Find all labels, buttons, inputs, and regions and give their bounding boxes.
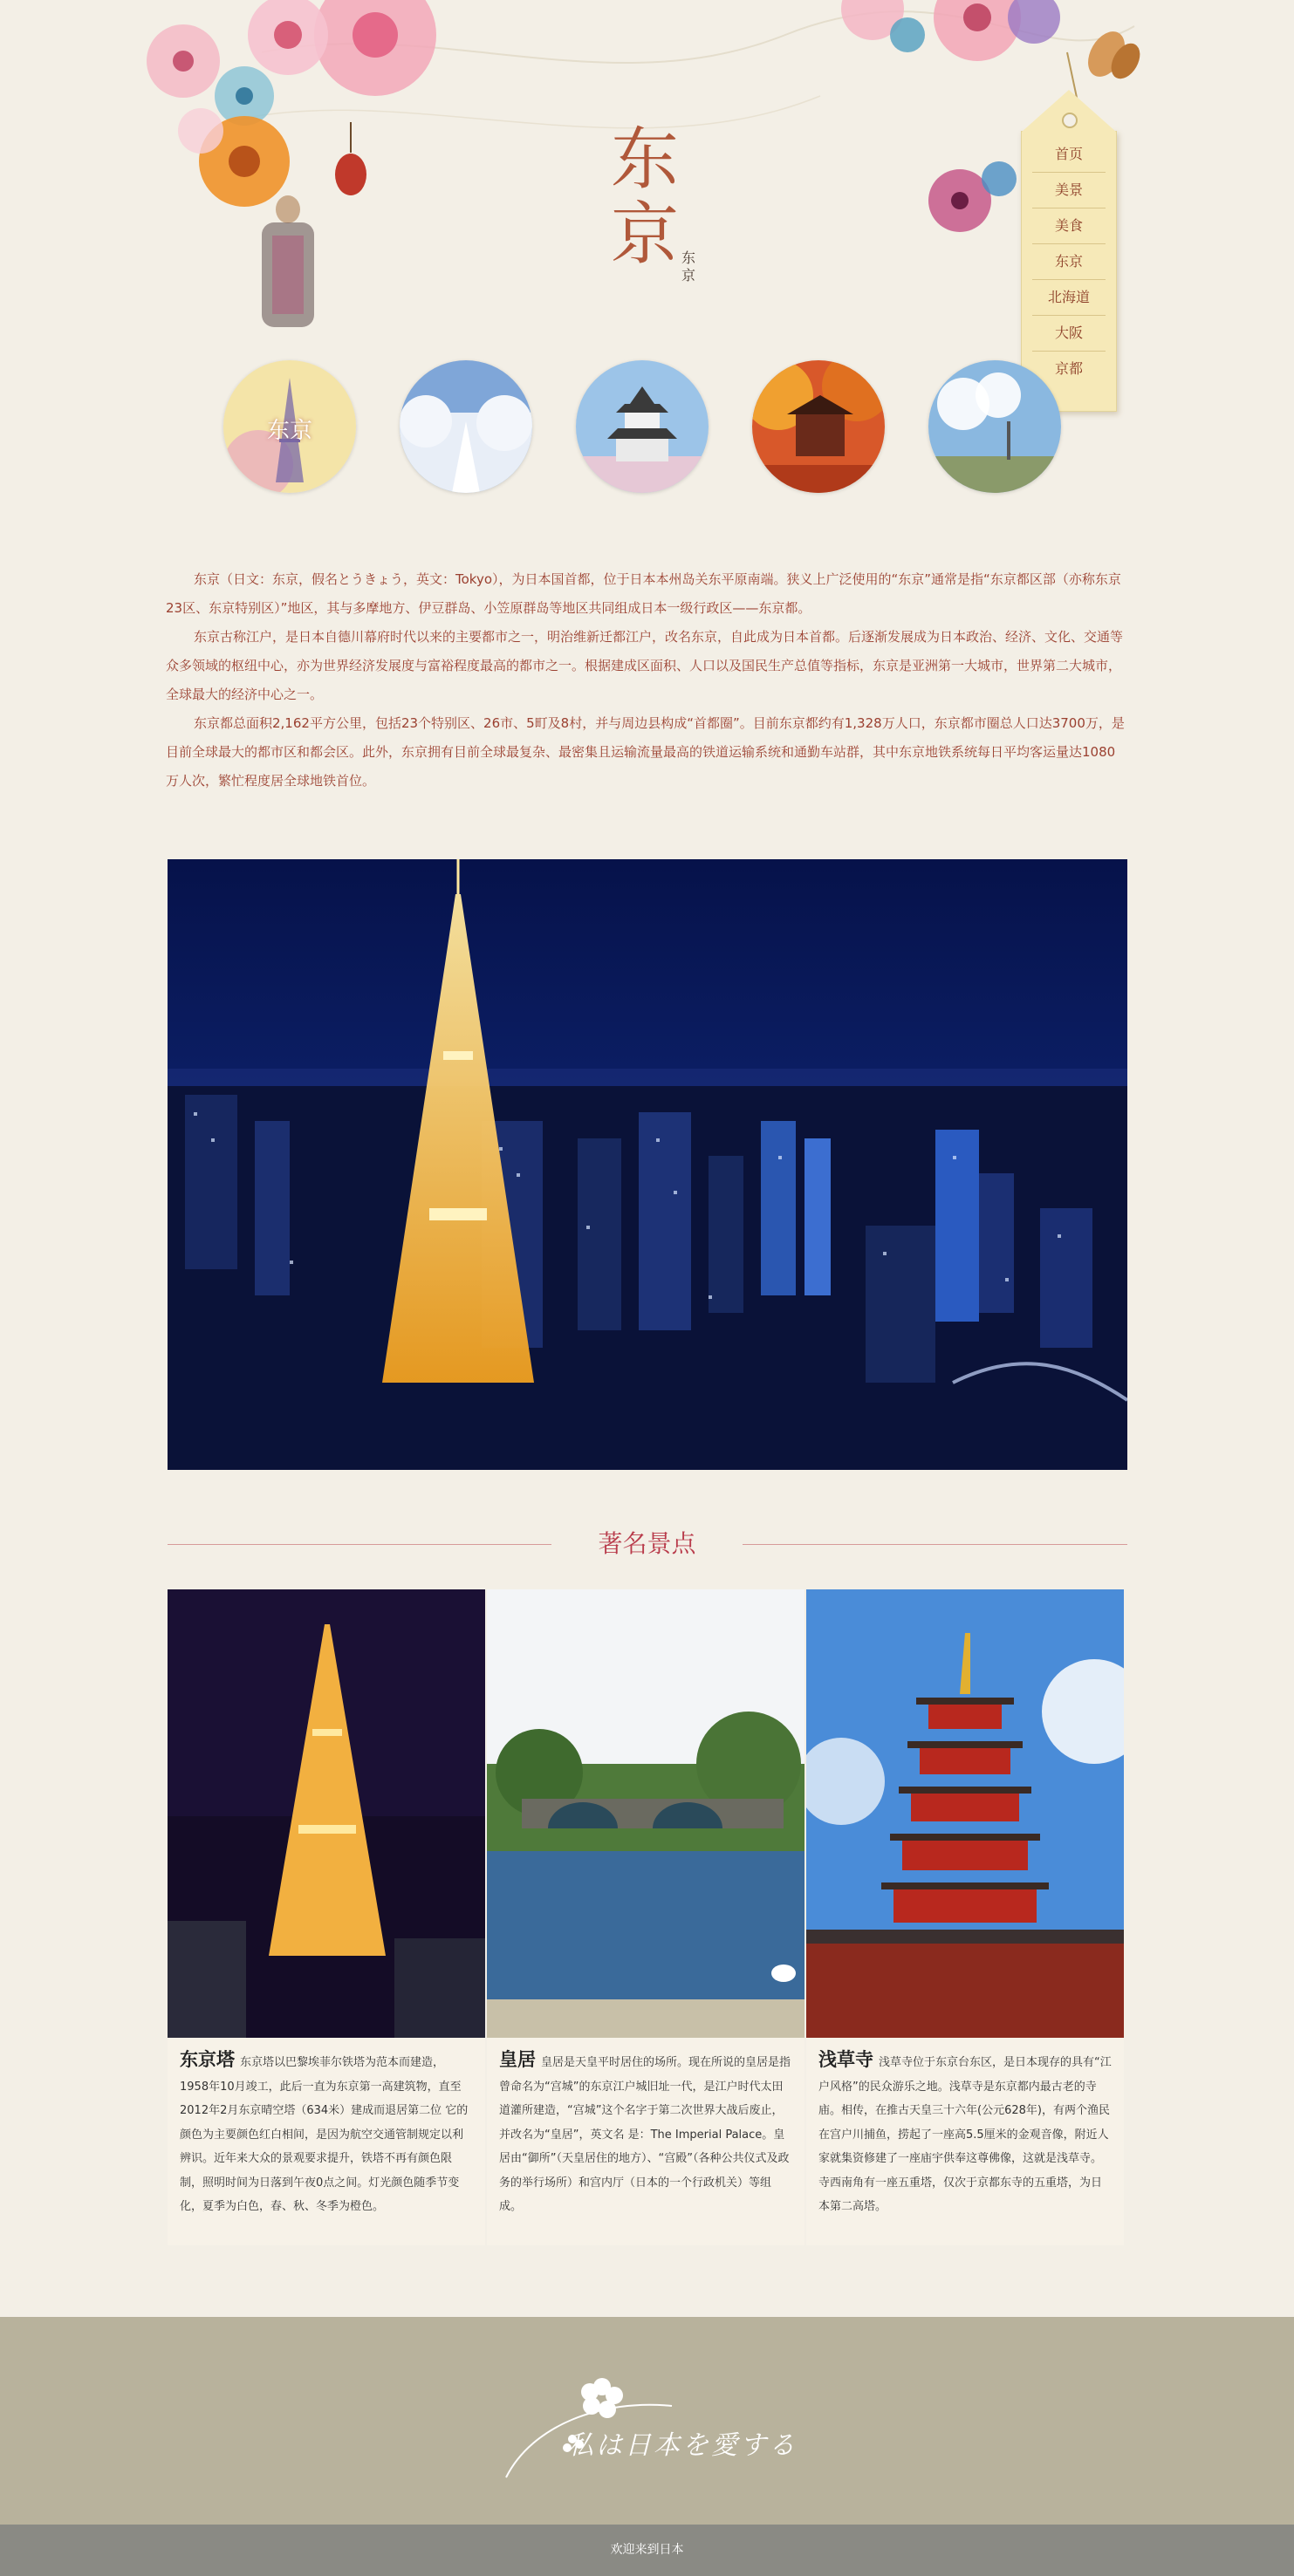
card-text	[180, 2048, 473, 2219]
intro-paragraph-2: 东京古称江户，是日本自德川幕府时代以来的主要都市之一，明治维新迁都江户，改名东京，自此成为日本首都。后逐渐发展成为日本政治、经济、文化、交通等众多领域的枢纽中心，亦为世界经济发展度与富裕程度最高的都市之一。根据建成区面积、人口以及国民生产总值等指标，东京是亚洲第一大城市，世界第二大城市，全球最大的经济中心之一。	[166, 629, 1124, 702]
tokyo-tower-night-image	[168, 1589, 485, 2038]
card-title: 皇居	[499, 2049, 536, 2070]
card-image	[168, 1589, 485, 2038]
snow-road-thumb-icon	[400, 360, 532, 493]
page-title: 东京	[610, 120, 681, 274]
nav-item-kyoto[interactable]: 京都	[1054, 360, 1083, 377]
card-title: 浅草寺	[818, 2049, 873, 2070]
section-divider-left	[168, 1544, 551, 1545]
tokyo-night-skyline-image	[168, 859, 1127, 1470]
page-subtitle: 东京	[681, 249, 695, 284]
section-divider-right	[743, 1544, 1127, 1545]
bottom-bar-text: 欢迎来到日本	[610, 2543, 684, 2557]
sensoji-pagoda-image	[806, 1589, 1124, 2038]
circle-thumb-sky[interactable]	[928, 360, 1061, 493]
circle-thumb-autumn[interactable]	[752, 360, 885, 493]
nav-tag	[1021, 131, 1117, 412]
nav-item-osaka[interactable]: 大阪	[1032, 316, 1106, 352]
card-text	[818, 2048, 1112, 2219]
hero-image	[168, 859, 1127, 1470]
card-image	[487, 1589, 804, 2038]
butterfly-icon	[1080, 25, 1146, 84]
castle-thumb-icon	[576, 360, 709, 493]
attraction-card-sensoji	[806, 1589, 1124, 2245]
attraction-card-imperial-palace	[487, 1589, 804, 2245]
nav-item-food[interactable]: 美食	[1032, 208, 1106, 244]
circle-label: 东京	[266, 418, 312, 444]
nav-item-tokyo[interactable]: 东京	[1032, 244, 1106, 280]
card-text	[499, 2048, 792, 2219]
sky-city-thumb-icon	[928, 360, 1061, 493]
attraction-card-tokyo-tower	[168, 1589, 485, 2245]
footer-logo-text: 私は日本を愛する	[567, 2430, 798, 2461]
tag-hole	[1062, 113, 1078, 128]
card-description: 皇居是天皇平时居住的场所。现在所说的皇居是指曾命名为“宫城”的东京江户城旧址一代，是江户时代太田道灌所建造，“宫城”这个名字于第二次世界大战后废止，并改名为“皇居”，英文名 是：The Imperial Palace。皇居由“御所”（天皇居住的地方）、“宫殿”（各种公共仪式及政务的举行场所）和宫内厅（日本的一个行政机关）等组成。	[499, 2056, 791, 2213]
intro-paragraph-1: 东京（日文：东京，假名とうきょう，英文：Tokyo），为日本国首都，位于日本本州岛关东平原南端。狭义上广泛使用的“东京”通常是指“东京都区部（亦称东京23区、东京特别区）”地区，其与多摩地方、伊豆群岛、小笠原群岛等地区共同组成日本一级行政区——东京都。	[166, 571, 1121, 616]
nav-item-hokkaido[interactable]: 北海道	[1032, 280, 1106, 316]
nav-menu	[1022, 132, 1116, 386]
imperial-palace-image	[487, 1589, 804, 2038]
autumn-temple-thumb-icon	[752, 360, 885, 493]
section-title: 著名景点	[598, 1529, 696, 1558]
pink-flower-icon	[314, 0, 436, 96]
card-title: 东京塔	[180, 2049, 235, 2070]
circle-thumb-castle[interactable]	[576, 360, 709, 493]
card-description: 浅草寺位于东京台东区，是日本现存的具有“江户风格”的民众游乐之地。浅草寺是东京都内最古老的寺庙。相传，在推古天皇三十六年(公元628年)，有两个渔民在宫户川捕鱼，捞起了一座高5.5厘米的金观音像，附近人家就集资修建了一座庙宇供奉这尊佛像，这就是浅草寺。寺西南角有一座五重塔，仅次于京都东寺的五重塔，为日本第二高塔。	[818, 2056, 1112, 2213]
intro-text	[166, 565, 1126, 796]
circle-thumb-snow[interactable]	[400, 360, 532, 493]
card-description: 东京塔以巴黎埃菲尔铁塔为范本而建造，1958年10月竣工，此后一直为东京第一高建筑物，直至2012年2月东京晴空塔（634米）建成而退居第二位 它的颜色为主要颜色红白相间，是因为航空交通管制规定以利辨识。近年来大众的景观要求提升，铁塔不再有颜色限制，照明时间为日落到午夜0点之间。灯光颜色随季节变化，夏季为白色，春、秋、冬季为橙色。	[180, 2056, 469, 2213]
nav-item-scenery[interactable]: 美景	[1032, 173, 1106, 208]
circle-thumb-tokyo[interactable]	[223, 360, 356, 493]
intro-paragraph-3: 东京都总面积2,162平方公里，包括23个特别区、26市、5町及8村，并与周边县构成“首都圈”。目前东京都约有1,328万人口，东京都市圈总人口达3700万，是目前全球最大的都市区和都会区。此外，东京拥有目前全球最复杂、最密集且运输流量最高的铁道运输系统和通勤车站群，其中东京地铁系统每日平均客运量达1080万人次，繁忙程度居全球地铁首位。	[166, 715, 1125, 789]
nav-item-home[interactable]: 首页	[1032, 137, 1106, 173]
card-image	[806, 1589, 1124, 2038]
